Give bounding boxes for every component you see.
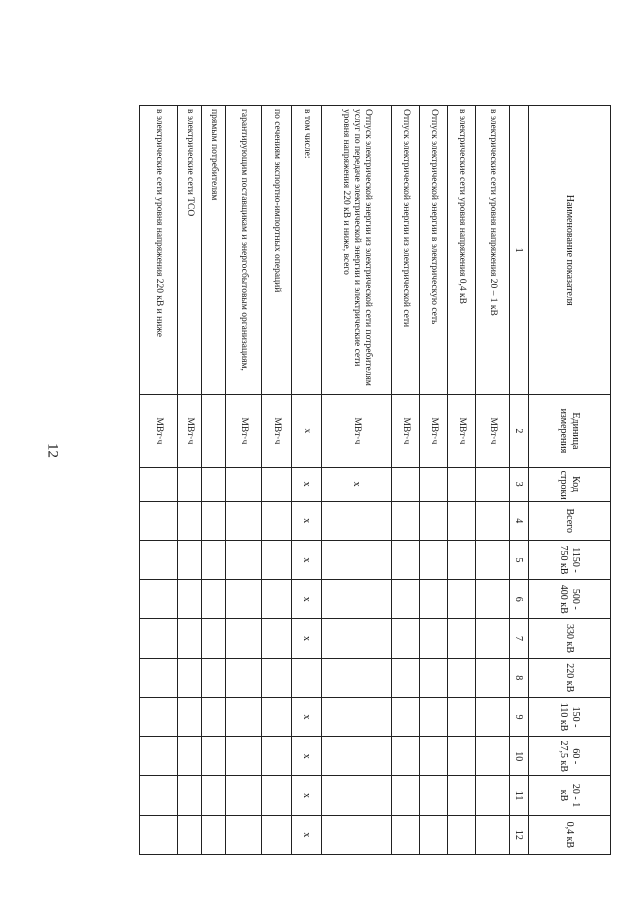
value-cell bbox=[178, 540, 202, 579]
indicator-name-cell: Отпуск электрической энергии из электрической сети bbox=[392, 106, 420, 395]
value-cell bbox=[262, 501, 292, 540]
value-cell bbox=[448, 467, 476, 501]
column-number: 6 bbox=[510, 580, 529, 619]
value-cell bbox=[448, 815, 476, 854]
value-cell: х bbox=[292, 580, 322, 619]
value-cell bbox=[226, 737, 262, 776]
value-cell bbox=[448, 737, 476, 776]
value-cell bbox=[178, 737, 202, 776]
value-cell: х bbox=[292, 619, 322, 658]
unit-cell: МВт·ч bbox=[262, 395, 292, 467]
value-cell bbox=[392, 540, 420, 579]
unit-cell: МВт·ч bbox=[448, 395, 476, 467]
value-cell bbox=[262, 776, 292, 815]
value-cell bbox=[392, 697, 420, 736]
column-header: 0,4 кВ bbox=[529, 815, 611, 854]
value-cell bbox=[226, 580, 262, 619]
page-number: 12 bbox=[44, 443, 61, 458]
table-row bbox=[292, 106, 322, 855]
value-cell bbox=[448, 540, 476, 579]
value-cell bbox=[420, 540, 448, 579]
column-header: 500 - 400 кВ bbox=[529, 580, 611, 619]
value-cell bbox=[420, 580, 448, 619]
value-cell bbox=[226, 501, 262, 540]
value-cell bbox=[420, 501, 448, 540]
value-cell bbox=[262, 467, 292, 501]
value-cell bbox=[448, 697, 476, 736]
indicator-name-cell: в том числе: bbox=[292, 106, 322, 395]
column-header: Всего bbox=[529, 501, 611, 540]
value-cell bbox=[140, 658, 178, 697]
value-cell bbox=[178, 467, 202, 501]
column-header: 330 кВ bbox=[529, 619, 611, 658]
value-cell bbox=[420, 815, 448, 854]
value-cell bbox=[202, 697, 226, 736]
value-cell bbox=[392, 619, 420, 658]
value-cell: х bbox=[292, 501, 322, 540]
value-cell bbox=[262, 658, 292, 697]
value-cell bbox=[420, 776, 448, 815]
column-header: 150 - 110 кВ bbox=[529, 697, 611, 736]
indicator-name-cell: в электрические сети уровня напряжения 220 кВ и ниже bbox=[140, 106, 178, 395]
value-cell: х bbox=[292, 776, 322, 815]
value-cell: х bbox=[322, 467, 392, 501]
value-cell bbox=[226, 619, 262, 658]
column-number: 9 bbox=[510, 697, 529, 736]
value-cell bbox=[322, 658, 392, 697]
value-cell bbox=[476, 467, 510, 501]
value-cell bbox=[140, 815, 178, 854]
column-number: 2 bbox=[510, 395, 529, 467]
value-cell bbox=[202, 658, 226, 697]
column-number: 7 bbox=[510, 619, 529, 658]
value-cell bbox=[476, 697, 510, 736]
column-header: 20 - 1 кВ bbox=[529, 776, 611, 815]
column-header: Код строки bbox=[529, 467, 611, 501]
value-cell bbox=[392, 467, 420, 501]
indicator-name-cell: прямым потребителям bbox=[202, 106, 226, 395]
value-cell bbox=[140, 580, 178, 619]
value-cell bbox=[202, 467, 226, 501]
value-cell bbox=[392, 580, 420, 619]
value-cell bbox=[202, 501, 226, 540]
value-cell bbox=[322, 580, 392, 619]
value-cell bbox=[322, 815, 392, 854]
value-cell bbox=[392, 658, 420, 697]
value-cell bbox=[322, 697, 392, 736]
value-cell: х bbox=[292, 815, 322, 854]
value-cell bbox=[392, 501, 420, 540]
table-row bbox=[448, 106, 476, 855]
value-cell bbox=[226, 540, 262, 579]
value-cell bbox=[448, 658, 476, 697]
column-number: 5 bbox=[510, 540, 529, 579]
table-row bbox=[262, 106, 292, 855]
indicator-name-cell: в электрические сети уровня напряжения 0,4 кВ bbox=[448, 106, 476, 395]
value-cell bbox=[226, 697, 262, 736]
unit-cell: МВт·ч bbox=[140, 395, 178, 467]
value-cell bbox=[392, 776, 420, 815]
unit-cell: МВт·ч bbox=[392, 395, 420, 467]
value-cell bbox=[226, 776, 262, 815]
value-cell bbox=[476, 776, 510, 815]
value-cell bbox=[476, 501, 510, 540]
value-cell bbox=[392, 815, 420, 854]
value-cell: х bbox=[292, 467, 322, 501]
value-cell bbox=[448, 776, 476, 815]
indicator-name-cell: в электрические сети ТСО bbox=[178, 106, 202, 395]
value-cell bbox=[476, 540, 510, 579]
value-cell bbox=[420, 737, 448, 776]
value-cell bbox=[226, 467, 262, 501]
value-cell bbox=[322, 540, 392, 579]
column-number: 1 bbox=[510, 106, 529, 395]
column-header: Наименование показателя bbox=[529, 106, 611, 395]
value-cell bbox=[292, 658, 322, 697]
indicator-name-cell: гарантирующим поставщикам и энергосбытовым организациям, bbox=[226, 106, 262, 395]
table-row bbox=[202, 106, 226, 855]
table-row bbox=[322, 106, 392, 855]
table-row bbox=[420, 106, 448, 855]
value-cell bbox=[448, 501, 476, 540]
column-header: 1150 - 750 кВ bbox=[529, 540, 611, 579]
unit-cell: МВт·ч bbox=[420, 395, 448, 467]
value-cell bbox=[262, 540, 292, 579]
value-cell bbox=[202, 815, 226, 854]
table-row bbox=[140, 106, 178, 855]
value-cell bbox=[476, 737, 510, 776]
value-cell: х bbox=[292, 540, 322, 579]
column-number: 3 bbox=[510, 467, 529, 501]
value-cell bbox=[178, 619, 202, 658]
table-row bbox=[476, 106, 510, 855]
value-cell bbox=[262, 815, 292, 854]
indicator-name-cell: по сечениям экспортно-импортных операций bbox=[262, 106, 292, 395]
column-number-row bbox=[510, 106, 529, 855]
value-cell bbox=[178, 815, 202, 854]
column-number: 11 bbox=[510, 776, 529, 815]
value-cell bbox=[476, 815, 510, 854]
value-cell bbox=[322, 737, 392, 776]
unit-cell: МВт·ч bbox=[476, 395, 510, 467]
unit-cell: МВт·ч bbox=[226, 395, 262, 467]
value-cell bbox=[392, 737, 420, 776]
column-number: 12 bbox=[510, 815, 529, 854]
value-cell bbox=[140, 501, 178, 540]
value-cell bbox=[178, 776, 202, 815]
value-cell bbox=[178, 658, 202, 697]
value-cell bbox=[322, 501, 392, 540]
rotated-table-wrapper bbox=[146, 105, 611, 855]
indicator-name-cell: в электрические сети уровня напряжения 20 – 1 кВ bbox=[476, 106, 510, 395]
value-cell bbox=[178, 580, 202, 619]
value-cell bbox=[420, 619, 448, 658]
unit-cell: МВт·ч bbox=[322, 395, 392, 467]
value-cell: х bbox=[292, 697, 322, 736]
value-cell bbox=[140, 776, 178, 815]
value-cell bbox=[140, 619, 178, 658]
table-row bbox=[226, 106, 262, 855]
value-cell bbox=[420, 467, 448, 501]
table-body bbox=[140, 106, 510, 855]
unit-cell: МВт·ч bbox=[178, 395, 202, 467]
value-cell bbox=[226, 658, 262, 697]
value-cell bbox=[262, 580, 292, 619]
value-cell bbox=[420, 697, 448, 736]
value-cell bbox=[140, 737, 178, 776]
value-cell bbox=[322, 619, 392, 658]
value-cell bbox=[140, 540, 178, 579]
value-cell bbox=[262, 737, 292, 776]
value-cell bbox=[202, 580, 226, 619]
column-number: 4 bbox=[510, 501, 529, 540]
value-cell bbox=[448, 619, 476, 658]
value-cell bbox=[140, 697, 178, 736]
indicator-name-cell: Отпуск электрической энергии из электрической сети потребителям услуг по передаче электрической энергии и электрические сети уровня напряжения 220 кВ и ниже, всего bbox=[322, 106, 392, 395]
table-row bbox=[178, 106, 202, 855]
value-cell bbox=[178, 501, 202, 540]
value-cell bbox=[476, 619, 510, 658]
table-row bbox=[392, 106, 420, 855]
column-number: 8 bbox=[510, 658, 529, 697]
header-row bbox=[529, 106, 611, 855]
value-cell bbox=[202, 540, 226, 579]
value-cell bbox=[178, 697, 202, 736]
column-number: 10 bbox=[510, 737, 529, 776]
value-cell bbox=[448, 580, 476, 619]
value-cell bbox=[202, 737, 226, 776]
value-cell bbox=[322, 776, 392, 815]
column-header: 60 - 27,5 кВ bbox=[529, 737, 611, 776]
unit-cell: х bbox=[292, 395, 322, 467]
value-cell bbox=[262, 619, 292, 658]
value-cell bbox=[140, 467, 178, 501]
value-cell bbox=[202, 619, 226, 658]
column-header: Единица измерения bbox=[529, 395, 611, 467]
value-cell bbox=[202, 776, 226, 815]
indicator-name-cell: Отпуск электрической энергии в электрическую сеть bbox=[420, 106, 448, 395]
column-header: 220 кВ bbox=[529, 658, 611, 697]
value-cell bbox=[226, 815, 262, 854]
value-cell bbox=[420, 658, 448, 697]
data-table bbox=[139, 105, 611, 855]
value-cell bbox=[476, 658, 510, 697]
value-cell bbox=[476, 580, 510, 619]
value-cell bbox=[262, 697, 292, 736]
unit-cell bbox=[202, 395, 226, 467]
value-cell: х bbox=[292, 737, 322, 776]
